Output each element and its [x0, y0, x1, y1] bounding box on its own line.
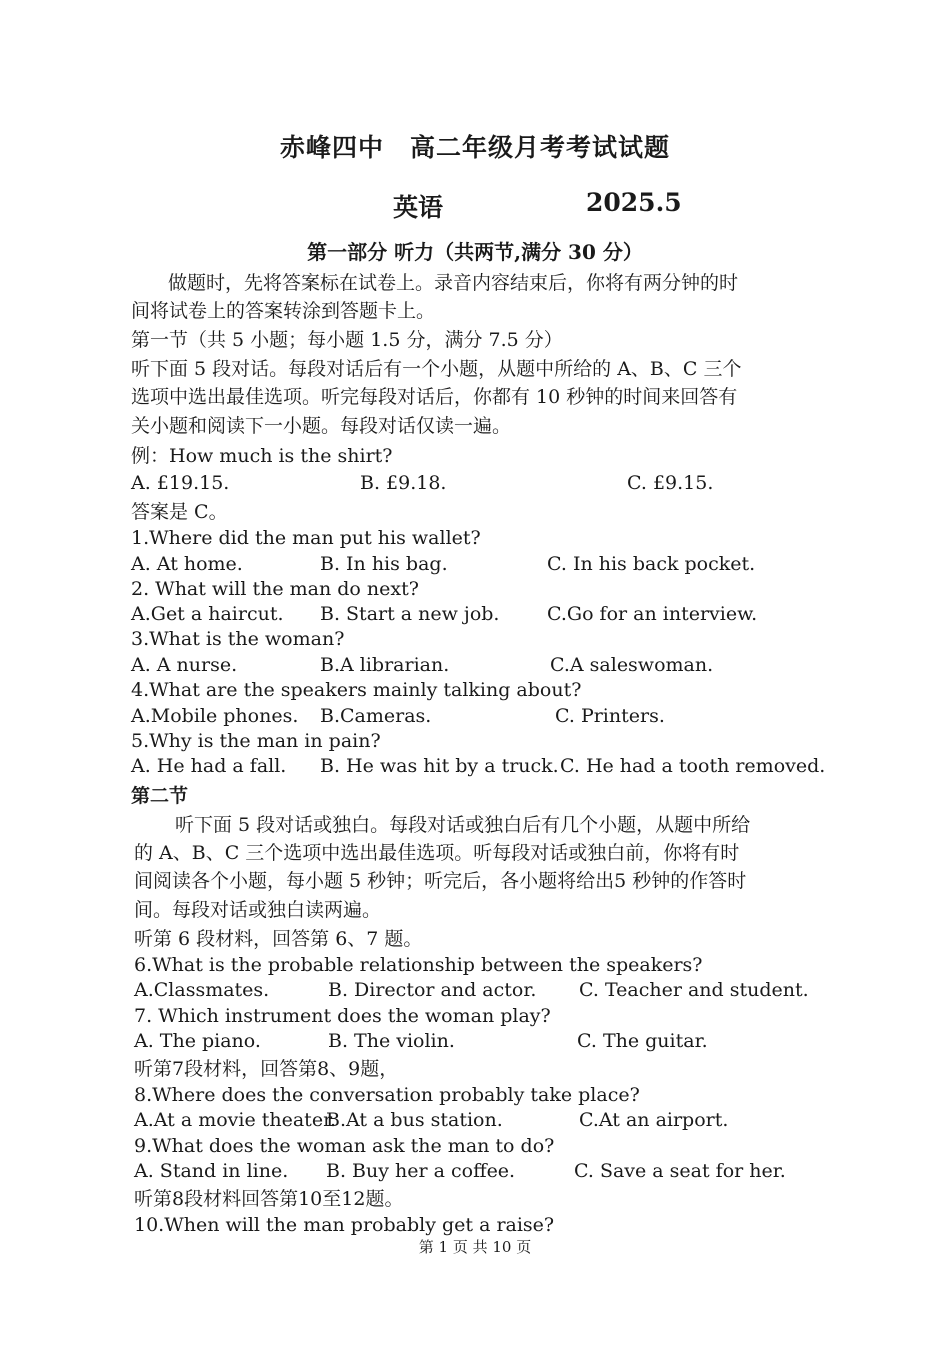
example-question: 例：How much is the shirt?	[131, 445, 393, 467]
example-option-c: C. £9.15.	[627, 472, 714, 494]
question-9: 9.What does the woman ask the man to do?	[134, 1135, 555, 1157]
q8-option-b: B.At a bus station.	[326, 1109, 503, 1131]
q5-option-c: C. He had a tooth removed.	[560, 755, 826, 777]
q3-option-b: B.A librarian.	[320, 654, 450, 676]
material-6-label: 听第 6 段材料，回答第 6、7 题。	[134, 928, 423, 950]
example-option-b: B. £9.18.	[360, 472, 447, 494]
section1-heading: 第一节（共 5 小题；每小题 1.5 分，满分 7.5 分）	[131, 329, 563, 351]
q2-option-c: C.Go for an interview.	[547, 603, 758, 625]
question-1: 1.Where did the man put his wallet?	[131, 527, 481, 549]
part1-intro-line1: 做题时，先将答案标在试卷上。录音内容结束后，你将有两分钟的时	[168, 272, 739, 294]
question-7: 7. Which instrument does the woman play?	[134, 1005, 551, 1027]
section2-instr-line4: 间。每段对话或独白读两遍。	[134, 899, 382, 921]
q6-option-c: C. Teacher and student.	[579, 979, 809, 1001]
section2-instr-line3: 间阅读各个小题，每小题 5 秒钟；听完后，各小题将给出5 秒钟的作答时	[134, 870, 747, 892]
q9-option-c: C. Save a seat for her.	[574, 1160, 786, 1182]
part1-intro-line2: 间将试卷上的答案转涂到答题卡上。	[131, 300, 436, 322]
q8-option-a: A.At a movie theater.	[134, 1109, 337, 1131]
exam-title	[0, 128, 950, 164]
q8-option-c: C.At an airport.	[579, 1109, 729, 1131]
q5-option-a: A. He had a fall.	[131, 755, 287, 777]
example-option-a: A. £19.15.	[131, 472, 230, 494]
question-8: 8.Where does the conversation probably take place?	[134, 1084, 640, 1106]
question-10: 10.When will the man probably get a raise?	[134, 1214, 555, 1236]
section1-instr-line2: 选项中选出最佳选项。听完每段对话后，你都有 10 秒钟的时间来回答有	[131, 386, 738, 408]
q3-option-c: C.A saleswoman.	[550, 654, 714, 676]
q4-option-c: C. Printers.	[555, 705, 665, 727]
school-name: 赤峰四中	[279, 133, 384, 162]
section1-instr-line1: 听下面 5 段对话。每段对话后有一个小题，从题中所给的 A、B、C 三个	[131, 358, 742, 380]
part1-heading: 第一部分 听力（共两节,满分 30 分）	[307, 240, 643, 264]
section2-heading: 第二节	[131, 785, 189, 807]
q9-option-b: B. Buy her a coffee.	[326, 1160, 516, 1182]
q6-option-a: A.Classmates.	[134, 979, 270, 1001]
q9-option-a: A. Stand in line.	[134, 1160, 289, 1182]
q1-option-a: A. At home.	[131, 553, 243, 575]
example-answer: 答案是 C。	[131, 501, 228, 523]
q4-option-b: B.Cameras.	[320, 705, 432, 727]
q1-option-b: B. In his bag.	[320, 553, 448, 575]
q7-option-b: B. The violin.	[328, 1030, 455, 1052]
q7-option-c: C. The guitar.	[577, 1030, 708, 1052]
exam-name: 高二年级月考考试试题	[410, 133, 671, 162]
question-6: 6.What is the probable relationship between the speakers?	[134, 954, 703, 976]
question-5: 5.Why is the man in pain?	[131, 730, 381, 752]
section1-instr-line3: 关小题和阅读下一小题。每段对话仅读一遍。	[131, 415, 512, 437]
q1-option-c: C. In his back pocket.	[547, 553, 756, 575]
q2-option-a: A.Get a haircut.	[131, 603, 284, 625]
section2-instr-line2: 的 A、B、C 三个选项中选出最佳选项。听每段对话或独白前，你将有时	[134, 842, 740, 864]
section2-instr-line1: 听下面 5 段对话或独白。每段对话或独白后有几个小题，从题中所给	[175, 814, 751, 836]
material-8-label: 听第8段材料回答第10至12题。	[134, 1188, 404, 1210]
q5-option-b: B. He was hit by a truck.	[320, 755, 559, 777]
q4-option-a: A.Mobile phones.	[131, 705, 299, 727]
page-footer: 第 1 页 共 10 页	[418, 1238, 532, 1256]
question-4: 4.What are the speakers mainly talking about?	[131, 679, 582, 701]
material-7-label: 听第7段材料，回答第8、9题，	[134, 1058, 399, 1080]
q7-option-a: A. The piano.	[134, 1030, 261, 1052]
question-2: 2. What will the man do next?	[131, 578, 419, 600]
question-3: 3.What is the woman?	[131, 628, 345, 650]
exam-date: 2025.5	[586, 188, 682, 217]
q2-option-b: B. Start a new job.	[320, 603, 500, 625]
q3-option-a: A. A nurse.	[131, 654, 238, 676]
q6-option-b: B. Director and actor.	[328, 979, 537, 1001]
subject-label: 英语	[393, 193, 444, 222]
